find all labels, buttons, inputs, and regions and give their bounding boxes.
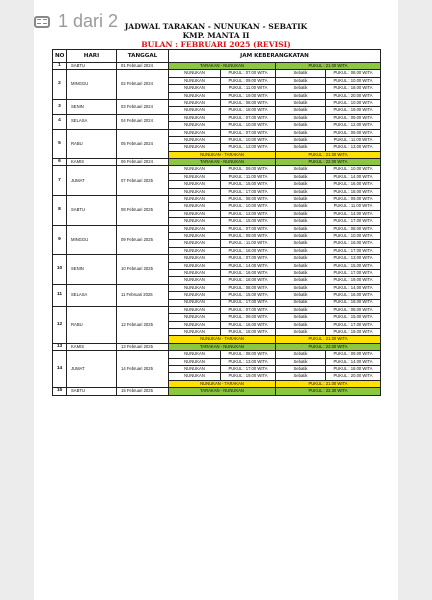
destination-time-cell: PUKUL : 16.00 WITA (326, 292, 381, 299)
day-cell: RABU (67, 129, 117, 159)
origin-cell: NUNUKAN (169, 196, 221, 203)
destination-time-cell: PUKUL : 19.00 WITA (326, 107, 381, 114)
date-cell: 09 Februari 2025 (117, 225, 169, 255)
destination-cell: Sebatik (276, 358, 326, 365)
destination-time-cell: PUKUL : 14.00 WITA (326, 284, 381, 291)
origin-cell: NUNUKAN (169, 240, 221, 247)
destination-cell: Sebatik (276, 173, 326, 180)
table-row (53, 196, 381, 203)
origin-time-cell: PUKUL : 12.00 WITA (221, 210, 276, 217)
origin-cell: NUNUKAN (169, 70, 221, 77)
col-no-header: NO (53, 50, 67, 63)
table-row (53, 225, 381, 232)
origin-cell: NUNUKAN (169, 218, 221, 225)
origin-time-cell: PUKUL : 18.00 WITA (221, 107, 276, 114)
destination-time-cell: PUKUL : 14.00 WITA (326, 210, 381, 217)
destination-time-cell: PUKUL : 18.00 WITA (326, 188, 381, 195)
destination-cell: Sebatik (276, 277, 326, 284)
origin-time-cell: PUKUL : 11.00 WITA (221, 240, 276, 247)
origin-cell: NUNUKAN (169, 329, 221, 336)
schedule-body (53, 63, 381, 396)
table-row (53, 255, 381, 262)
origin-time-cell: PUKUL : 15.00 WITA (221, 292, 276, 299)
row-number: 13 (53, 343, 67, 350)
destination-cell: Sebatik (276, 99, 326, 106)
table-row (53, 129, 381, 136)
origin-cell: NUNUKAN (169, 373, 221, 380)
destination-cell: Sebatik (276, 188, 326, 195)
origin-time-cell: PUKUL : 17.00 WITA (221, 366, 276, 373)
destination-cell: Sebatik (276, 181, 326, 188)
destination-cell: Sebatik (276, 114, 326, 121)
destination-cell: Sebatik (276, 225, 326, 232)
destination-time-cell: PUKUL : 18.00 WITA (326, 299, 381, 306)
day-cell: MINGGU (67, 70, 117, 100)
origin-time-cell: PUKUL : 13.00 WITA (221, 358, 276, 365)
route-time-cell: PUKUL : 22.00 WITA (276, 343, 381, 350)
destination-cell: Sebatik (276, 77, 326, 84)
origin-time-cell: PUKUL : 10.00 WITA (221, 203, 276, 210)
destination-time-cell: PUKUL : 10.00 WITA (326, 77, 381, 84)
origin-cell: NUNUKAN (169, 255, 221, 262)
row-number: 6 (53, 159, 67, 166)
date-cell: 03 Februari 2024 (117, 99, 169, 114)
origin-time-cell: PUKUL : 18.00 WITA (221, 277, 276, 284)
destination-time-cell: PUKUL : 09.00 WITA (326, 114, 381, 121)
destination-time-cell: PUKUL : 15.00 WITA (326, 314, 381, 321)
page-counter: 1 dari 2 (58, 11, 119, 31)
destination-cell: Sebatik (276, 240, 326, 247)
table-row (53, 343, 381, 350)
day-cell: JUMAT (67, 166, 117, 196)
row-number: 15 (53, 388, 67, 395)
destination-time-cell: PUKUL : 13.00 WITA (326, 255, 381, 262)
row-number: 3 (53, 99, 67, 114)
origin-time-cell: PUKUL : 17.00 WITA (221, 188, 276, 195)
destination-cell: Sebatik (276, 166, 326, 173)
table-row (53, 284, 381, 291)
day-cell: SELASA (67, 114, 117, 129)
origin-cell: NUNUKAN (169, 77, 221, 84)
origin-time-cell: PUKUL : 07.00 WITA (221, 225, 276, 232)
destination-time-cell: PUKUL : 09.00 WITA (326, 129, 381, 136)
date-cell: 11 Februari 2025 (117, 284, 169, 306)
route-cell: TARAKAN - NUNUKAN (169, 343, 276, 350)
destination-time-cell: PUKUL : 20.00 WITA (326, 373, 381, 380)
origin-cell: NUNUKAN (169, 203, 221, 210)
destination-time-cell: PUKUL : 09.00 WITA (326, 351, 381, 358)
page-indicator (34, 11, 118, 32)
destination-time-cell: PUKUL : 17.00 WITA (326, 269, 381, 276)
origin-time-cell: PUKUL : 19.00 WITA (221, 92, 276, 99)
origin-time-cell: PUKUL : 16.00 WITA (221, 269, 276, 276)
destination-time-cell: PUKUL : 15.00 WITA (326, 262, 381, 269)
destination-cell: Sebatik (276, 299, 326, 306)
destination-time-cell: PUKUL : 12.00 WITA (326, 122, 381, 129)
destination-time-cell: PUKUL : 10.00 WITA (326, 99, 381, 106)
origin-cell: NUNUKAN (169, 122, 221, 129)
destination-time-cell: PUKUL : 20.00 WITA (326, 92, 381, 99)
origin-cell: NUNUKAN (169, 358, 221, 365)
origin-cell: NUNUKAN (169, 292, 221, 299)
origin-time-cell: PUKUL : 07.00 WITA (221, 129, 276, 136)
destination-cell: Sebatik (276, 314, 326, 321)
destination-time-cell: PUKUL : 08.00 WITA (326, 306, 381, 313)
date-cell: 15 Februari 2025 (117, 388, 169, 395)
origin-time-cell: PUKUL : 15.00 WITA (221, 181, 276, 188)
pages-icon (34, 16, 50, 28)
destination-time-cell: PUKUL : 10.00 WITA (326, 232, 381, 239)
table-row (53, 70, 381, 77)
origin-cell: NUNUKAN (169, 247, 221, 254)
route-time-cell: PUKUL : 22.00 WITA (276, 159, 381, 166)
date-cell: 04 Februari 2024 (117, 114, 169, 129)
route-time-cell: PUKUL : 21.00 WITA (276, 151, 381, 158)
destination-cell: Sebatik (276, 85, 326, 92)
origin-cell: NUNUKAN (169, 188, 221, 195)
destination-cell: Sebatik (276, 203, 326, 210)
destination-time-cell: PUKUL : 14.00 WITA (326, 358, 381, 365)
origin-cell: NUNUKAN (169, 181, 221, 188)
destination-time-cell: PUKUL : 08.00 WITA (326, 225, 381, 232)
origin-cell: NUNUKAN (169, 136, 221, 143)
ship-name: KMP. MANTA II (182, 31, 250, 40)
origin-time-cell: PUKUL : 07.00 WITA (221, 306, 276, 313)
destination-cell: Sebatik (276, 107, 326, 114)
origin-cell: NUNUKAN (169, 166, 221, 173)
origin-time-cell: PUKUL : 12.00 WITA (221, 144, 276, 151)
origin-cell: NUNUKAN (169, 99, 221, 106)
day-cell: JUMAT (67, 351, 117, 388)
date-cell: 12 Februari 2025 (117, 306, 169, 343)
destination-time-cell: PUKUL : 17.00 WITA (326, 247, 381, 254)
row-number: 9 (53, 225, 67, 255)
origin-time-cell: PUKUL : 08.00 WITA (221, 351, 276, 358)
origin-time-cell: PUKUL : 08.00 WITA (221, 196, 276, 203)
origin-cell: NUNUKAN (169, 114, 221, 121)
destination-cell: Sebatik (276, 373, 326, 380)
day-cell: SABTU (67, 63, 117, 70)
origin-cell: NUNUKAN (169, 173, 221, 180)
origin-time-cell: PUKUL : 07.00 WITA (221, 114, 276, 121)
destination-cell: Sebatik (276, 284, 326, 291)
destination-cell: Sebatik (276, 136, 326, 143)
origin-cell: NUNUKAN (169, 366, 221, 373)
destination-cell: Sebatik (276, 70, 326, 77)
col-tanggal-header: TANGGAL (117, 50, 169, 63)
origin-time-cell: PUKUL : 07.00 WITA (221, 255, 276, 262)
origin-time-cell: PUKUL : 07.00 WITA (221, 70, 276, 77)
origin-time-cell: PUKUL : 18.00 WITA (221, 329, 276, 336)
destination-time-cell: PUKUL : 14.00 WITA (326, 173, 381, 180)
origin-time-cell: PUKUL : 08.00 WITA (221, 284, 276, 291)
destination-time-cell: PUKUL : 13.00 WITA (326, 144, 381, 151)
route-time-cell: PUKUL : 21.00 WITA (276, 336, 381, 343)
origin-cell: NUNUKAN (169, 314, 221, 321)
row-number: 14 (53, 351, 67, 388)
origin-time-cell: PUKUL : 09.00 WITA (221, 77, 276, 84)
route-cell: TARAKAN - NUNUKAN (169, 388, 276, 395)
destination-time-cell: PUKUL : 08.00 WITA (326, 70, 381, 77)
origin-time-cell: PUKUL : 10.00 WITA (221, 122, 276, 129)
destination-cell: Sebatik (276, 210, 326, 217)
table-row (53, 166, 381, 173)
schedule-title: JADWAL TARAKAN - NUNUKAN - SEBATIK (124, 22, 308, 31)
schedule-table (52, 49, 381, 396)
destination-time-cell: PUKUL : 19.00 WITA (326, 277, 381, 284)
date-cell: 06 Februari 2024 (117, 159, 169, 166)
row-number: 10 (53, 255, 67, 285)
origin-cell: NUNUKAN (169, 144, 221, 151)
origin-cell: NUNUKAN (169, 284, 221, 291)
day-cell: SENIN (67, 99, 117, 114)
origin-cell: NUNUKAN (169, 232, 221, 239)
destination-cell: Sebatik (276, 122, 326, 129)
day-cell: SENIN (67, 255, 117, 285)
destination-cell: Sebatik (276, 129, 326, 136)
origin-cell: NUNUKAN (169, 277, 221, 284)
origin-time-cell: PUKUL : 08.00 WITA (221, 99, 276, 106)
origin-cell: NUNUKAN (169, 299, 221, 306)
row-number: 7 (53, 166, 67, 196)
origin-time-cell: PUKUL : 17.00 WITA (221, 299, 276, 306)
day-cell: KAMIS (67, 159, 117, 166)
destination-cell: Sebatik (276, 92, 326, 99)
origin-cell: NUNUKAN (169, 269, 221, 276)
destination-time-cell: PUKUL : 11.00 WITA (326, 203, 381, 210)
destination-cell: Sebatik (276, 292, 326, 299)
origin-cell: NUNUKAN (169, 92, 221, 99)
destination-cell: Sebatik (276, 329, 326, 336)
table-row (53, 63, 381, 70)
origin-cell: NUNUKAN (169, 225, 221, 232)
day-cell: KAMIS (67, 343, 117, 350)
destination-time-cell: PUKUL : 11.00 WITA (326, 136, 381, 143)
row-number: 5 (53, 129, 67, 159)
origin-cell: NUNUKAN (169, 351, 221, 358)
table-row (53, 306, 381, 313)
date-cell: 14 Februari 2025 (117, 351, 169, 388)
origin-time-cell: PUKUL : 09.00 WITA (221, 232, 276, 239)
origin-cell: NUNUKAN (169, 306, 221, 313)
col-jam-header: JAM KEBERANGKATAN (169, 50, 381, 63)
destination-cell: Sebatik (276, 351, 326, 358)
destination-cell: Sebatik (276, 262, 326, 269)
origin-time-cell: PUKUL : 15.00 WITA (221, 218, 276, 225)
date-cell: 01 Februari 2024 (117, 63, 169, 70)
row-number: 11 (53, 284, 67, 306)
date-cell: 07 Februari 2025 (117, 166, 169, 196)
destination-time-cell: PUKUL : 16.00 WITA (326, 181, 381, 188)
day-cell: RABU (67, 306, 117, 343)
date-cell: 05 Februari 2024 (117, 129, 169, 159)
route-cell: TARAKAN - NUNUKAN (169, 159, 276, 166)
table-row (53, 99, 381, 106)
destination-time-cell: PUKUL : 17.00 WITA (326, 321, 381, 328)
destination-cell: Sebatik (276, 144, 326, 151)
destination-time-cell: PUKUL : 17.00 WITA (326, 218, 381, 225)
day-cell: SABTU (67, 388, 117, 395)
route-time-cell: PUKUL : 22.30 WITA (276, 388, 381, 395)
day-cell: MINGGU (67, 225, 117, 255)
route-cell: TARAKAN - NUNUKAN (169, 63, 276, 70)
destination-cell: Sebatik (276, 232, 326, 239)
route-time-cell: PUKUL : 21.00 WITA (276, 63, 381, 70)
table-row (53, 159, 381, 166)
route-cell: NUNUKAN - TARAKAN (169, 151, 276, 158)
destination-time-cell: PUKUL : 18.00 WITA (326, 366, 381, 373)
destination-time-cell: PUKUL : 10.00 WITA (326, 166, 381, 173)
row-number: 2 (53, 70, 67, 100)
origin-time-cell: PUKUL : 09.00 WITA (221, 166, 276, 173)
origin-time-cell: PUKUL : 19.00 WITA (221, 373, 276, 380)
destination-time-cell: PUKUL : 18.00 WITA (326, 85, 381, 92)
origin-time-cell: PUKUL : 09.00 WITA (221, 314, 276, 321)
day-cell: SABTU (67, 196, 117, 226)
origin-time-cell: PUKUL : 10.00 WITA (221, 136, 276, 143)
col-hari-header: HARI (67, 50, 117, 63)
row-number: 1 (53, 63, 67, 70)
origin-time-cell: PUKUL : 16.00 WITA (221, 247, 276, 254)
origin-time-cell: PUKUL : 11.00 WITA (221, 85, 276, 92)
route-cell: NUNUKAN - TARAKAN (169, 380, 276, 387)
table-row (53, 351, 381, 358)
day-cell: SELASA (67, 284, 117, 306)
table-row (53, 114, 381, 121)
origin-cell: NUNUKAN (169, 107, 221, 114)
origin-cell: NUNUKAN (169, 210, 221, 217)
origin-cell: NUNUKAN (169, 85, 221, 92)
date-cell: 13 Februari 2025 (117, 343, 169, 350)
row-number: 4 (53, 114, 67, 129)
month-label: BULAN : FEBRUARI 2025 (REVISI) (141, 40, 291, 49)
destination-cell: Sebatik (276, 247, 326, 254)
destination-time-cell: PUKUL : 15.00 WITA (326, 240, 381, 247)
destination-cell: Sebatik (276, 196, 326, 203)
origin-time-cell: PUKUL : 11.00 WITA (221, 173, 276, 180)
row-number: 12 (53, 306, 67, 343)
origin-cell: NUNUKAN (169, 262, 221, 269)
destination-time-cell: PUKUL : 09.00 WITA (326, 196, 381, 203)
destination-cell: Sebatik (276, 321, 326, 328)
date-cell: 02 Februari 2024 (117, 70, 169, 100)
route-time-cell: PUKUL : 21.00 WITA (276, 380, 381, 387)
destination-cell: Sebatik (276, 269, 326, 276)
origin-cell: NUNUKAN (169, 129, 221, 136)
route-cell: NUNUKAN - TARAKAN (169, 336, 276, 343)
origin-time-cell: PUKUL : 14.00 WITA (221, 262, 276, 269)
destination-time-cell: PUKUL : 19.00 WITA (326, 329, 381, 336)
date-cell: 10 Februari 2025 (117, 255, 169, 285)
table-row (53, 388, 381, 395)
destination-cell: Sebatik (276, 366, 326, 373)
origin-cell: NUNUKAN (169, 321, 221, 328)
destination-cell: Sebatik (276, 306, 326, 313)
date-cell: 08 Februari 2025 (117, 196, 169, 226)
origin-time-cell: PUKUL : 16.00 WITA (221, 321, 276, 328)
row-number: 8 (53, 196, 67, 226)
destination-cell: Sebatik (276, 218, 326, 225)
destination-cell: Sebatik (276, 255, 326, 262)
